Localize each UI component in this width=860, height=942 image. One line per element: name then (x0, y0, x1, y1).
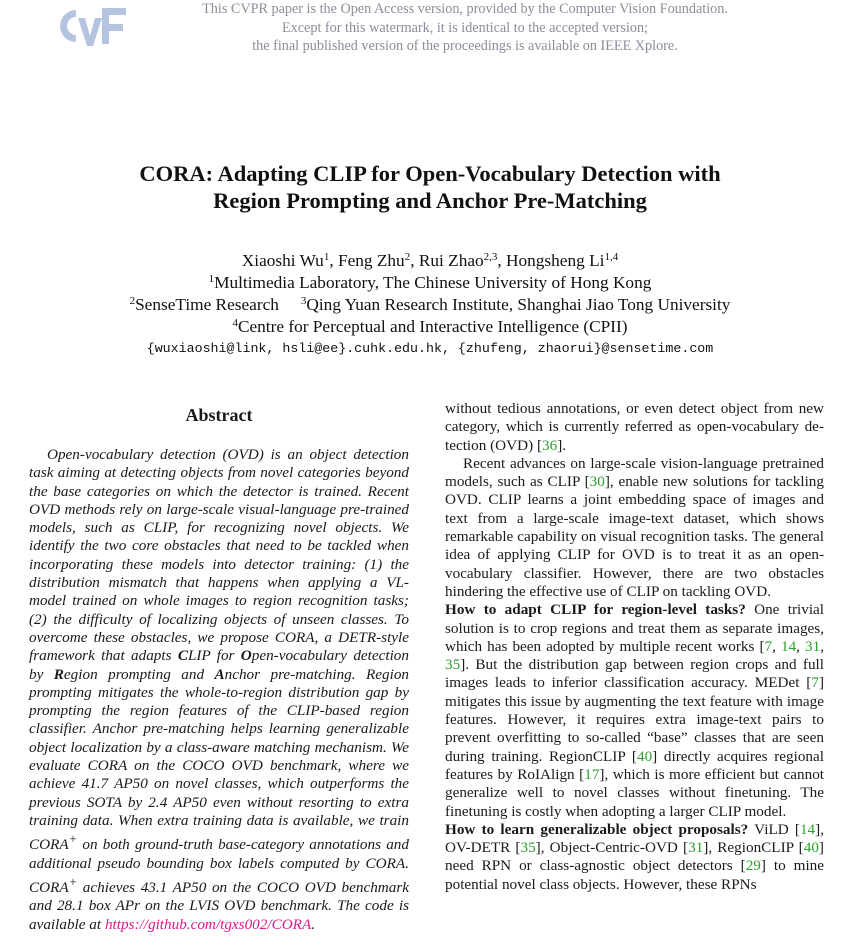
author-list: Xiaoshi Wu$^1$, Feng Zhu$^2$, Rui Zhao$^{2,3}$, Hongsheng Li$^{1,4}$ (241, 251, 619, 270)
citation-link[interactable]: 35 (445, 656, 461, 674)
text-segment: ], RegionCLIP [ (703, 839, 804, 857)
superscript-plus: + (68, 832, 78, 847)
affiliation (40, 294, 820, 316)
author-block (40, 250, 820, 359)
acronym-letter: C (177, 647, 188, 665)
text-segment: ], OV-DETR [ (445, 820, 824, 857)
affiliation-text: SenseTime Research (135, 295, 279, 314)
text-segment: ]. But the distribution gap between region crops and full images leads to inferior classification accuracy. MEDet [ (445, 656, 824, 692)
body-paragraph (445, 601, 824, 821)
citation-link[interactable]: 7 (811, 674, 819, 692)
text-segment: ] directly acquires regional features by RoIAlign [ (445, 747, 824, 783)
watermark-line: This CVPR paper is the Open Access version, provided by the Computer Vision Foundation. (202, 1, 728, 17)
author-name: Xiaoshi Wu (241, 251, 324, 270)
abstract-heading: Abstract (185, 405, 253, 425)
body-paragraph (445, 455, 824, 601)
body-paragraph (445, 821, 824, 894)
affiliation (40, 272, 820, 294)
text-segment: , (796, 637, 806, 655)
text-segment: ] to mine potential novel class objects. However, these RPNs (445, 857, 824, 893)
open-access-watermark (150, 0, 780, 56)
paper-title (80, 160, 780, 214)
citation-link[interactable]: 40 (636, 747, 653, 765)
citation-link[interactable]: 14 (799, 820, 816, 838)
abstract-segment: Open-vocabulary detection (OVD) is an object detection task aiming at detecting objects from novel categories beyond the base categories on which the detector is trained. Recent OVD methods rely on large-scale visual-language pre-trained models, such as CLIP, for recognizing novel objects. We identify the two core obstacles that need to be tackled when incorporating these models into detector training: (1) the distribution mismatch that happens when applying a VL-model trained on whole images to region recognition tasks; (2) the difficulty of localizing objects of unseen classes. To overcome these obstacles, we propose CORA, a DETR-style framework that adapts (29, 446, 409, 665)
text-segment: ], Object-Centric-OVD [ (535, 839, 689, 857)
affiliation-number: 2 (129, 295, 136, 307)
citation-link[interactable]: 17 (584, 765, 600, 783)
paragraph-heading: How to adapt CLIP for region-level tasks? (445, 601, 746, 619)
citation-link[interactable]: 7 (764, 637, 773, 655)
text-segment: ] need RPN or class-agnostic object detectors [ (445, 839, 824, 875)
text-segment: ], enable new solutions for tackling OVD. CLIP learns a joint embedding space of images and text from a large-scale image-text dataset, which shows remarkable capability on visual recognition tasks. The general idea of applying CLIP for OVD is to treat it as an open-vocabulary classifier. However, there are two obstacles hindering the effective use of CLIP on tackling OVD. (445, 473, 824, 600)
watermark-line: the final published version of the proceedings is available on IEEE Xplore. (252, 38, 678, 55)
citation-link[interactable]: 36 (542, 436, 558, 454)
affiliation-number: 1 (208, 273, 215, 285)
cvf-logo-icon (56, 4, 128, 48)
acronym-letter: R (53, 665, 64, 683)
left-column (29, 400, 409, 934)
title-line: Region Prompting and Anchor Pre-Matching (213, 188, 647, 213)
paragraph-heading: How to learn generalizable object proposals? (445, 820, 749, 838)
abstract-segment: achieves 43.1 AP50 on the COCO OVD benchmark and 28.1 box APr on the LVIS OVD benchmark. The code is available at (29, 878, 409, 933)
body-paragraph (445, 400, 824, 455)
author-name: Hongsheng Li (506, 251, 605, 270)
text-segment: ] mitigates this issue by augmenting the text feature with image features. However, it requires extra image-text pairs to prevent overfitting to so-called “base” classes that are seen during training. RegionCLIP [ (445, 674, 824, 765)
author-name: Rui Zhao (418, 251, 484, 270)
affiliation-text: Centre for Perceptual and Interactive Intelligence (CPII) (237, 317, 628, 336)
code-link[interactable]: https://github.com/tgxs002/CORA (104, 915, 312, 933)
citation-link[interactable]: 29 (745, 857, 761, 875)
superscript-plus: + (68, 874, 78, 889)
right-column (445, 400, 824, 894)
affiliation-number: 3 (300, 295, 307, 307)
citation-link[interactable]: 40 (803, 839, 819, 857)
acronym-letter: A (214, 665, 225, 683)
author-emails: {wuxiaoshi@link, hsli@ee}.cuhk.edu.hk, {zhufeng, zhaorui}@sensetime.com (146, 341, 714, 356)
text-segment: ViLD [ (748, 820, 800, 838)
watermark-line: Except for this watermark, it is identical to the accepted version; (282, 19, 648, 36)
affiliation-marker: 1 (323, 251, 330, 263)
affiliation-marker: 2,3 (483, 251, 498, 263)
affiliation-marker: 2 (404, 251, 411, 263)
affiliation (40, 316, 820, 338)
affiliation-marker: 1,4 (604, 251, 619, 263)
citation-link[interactable]: 31 (688, 839, 704, 857)
acronym-letter: O (240, 647, 252, 665)
title-line: CORA: Adapting CLIP for Open-Vocabulary Detection with (139, 161, 721, 186)
affiliation-text: Multimedia Laboratory, The Chinese University of Hong Kong (214, 273, 652, 292)
citation-link[interactable]: 35 (520, 839, 536, 857)
text-segment: ], which is more efficient but cannot generalize well to novel classes without finetuning. The finetuning is costly when adopting a larger CLIP model. (445, 765, 825, 820)
text-segment: ]. (557, 436, 567, 454)
citation-link[interactable]: 30 (589, 473, 605, 491)
text-segment: , (820, 637, 824, 655)
text-segment: without tedious annotations, or even detect object from new category, which is currently referred as open-vocabulary detection (OVD) [ (445, 400, 824, 454)
text-segment: One trivial solution is to crop regions and treat them as separate images, which has been adopted by multiple recent works [ (445, 601, 825, 655)
abstract-text (29, 446, 409, 934)
abstract-segment: egion prompting and (63, 665, 215, 683)
abstract-segment: on both ground-truth base-category annotations and additional pseudo bounding box labels computed by CORA. CORA (29, 836, 409, 896)
affiliation-text: Qing Yuan Research Institute, Shanghai Jiao Tong University (306, 295, 731, 314)
abstract-segment: nchor pre-matching. Region prompting mitigates the whole-to-region distribution gap by prompting the region features of the CLIP-based region classifier. Anchor pre-matching helps learning generalizable object localization by a class-aware matching mechanism. We evaluate CORA on the COCO OVD benchmark, where we achieve 41.7 AP50 on novel classes, which outperforms the previous SOTA by 2.4 AP50 even without resorting to extra training data. When extra training data is available, we train CORA (29, 665, 410, 854)
citation-link[interactable]: 14 (780, 637, 797, 655)
text-segment: , (772, 637, 781, 655)
author-name: Feng Zhu (337, 251, 405, 270)
affiliation-number: 4 (232, 317, 238, 329)
abstract-segment: pen-vocabulary detection by (29, 647, 409, 683)
citation-link[interactable]: 31 (805, 637, 821, 655)
text-segment: Recent advances on large-scale vision-language pretrained models, such as CLIP [ (445, 454, 824, 491)
abstract-segment: . (311, 915, 316, 933)
abstract-segment: LIP for (187, 647, 241, 665)
